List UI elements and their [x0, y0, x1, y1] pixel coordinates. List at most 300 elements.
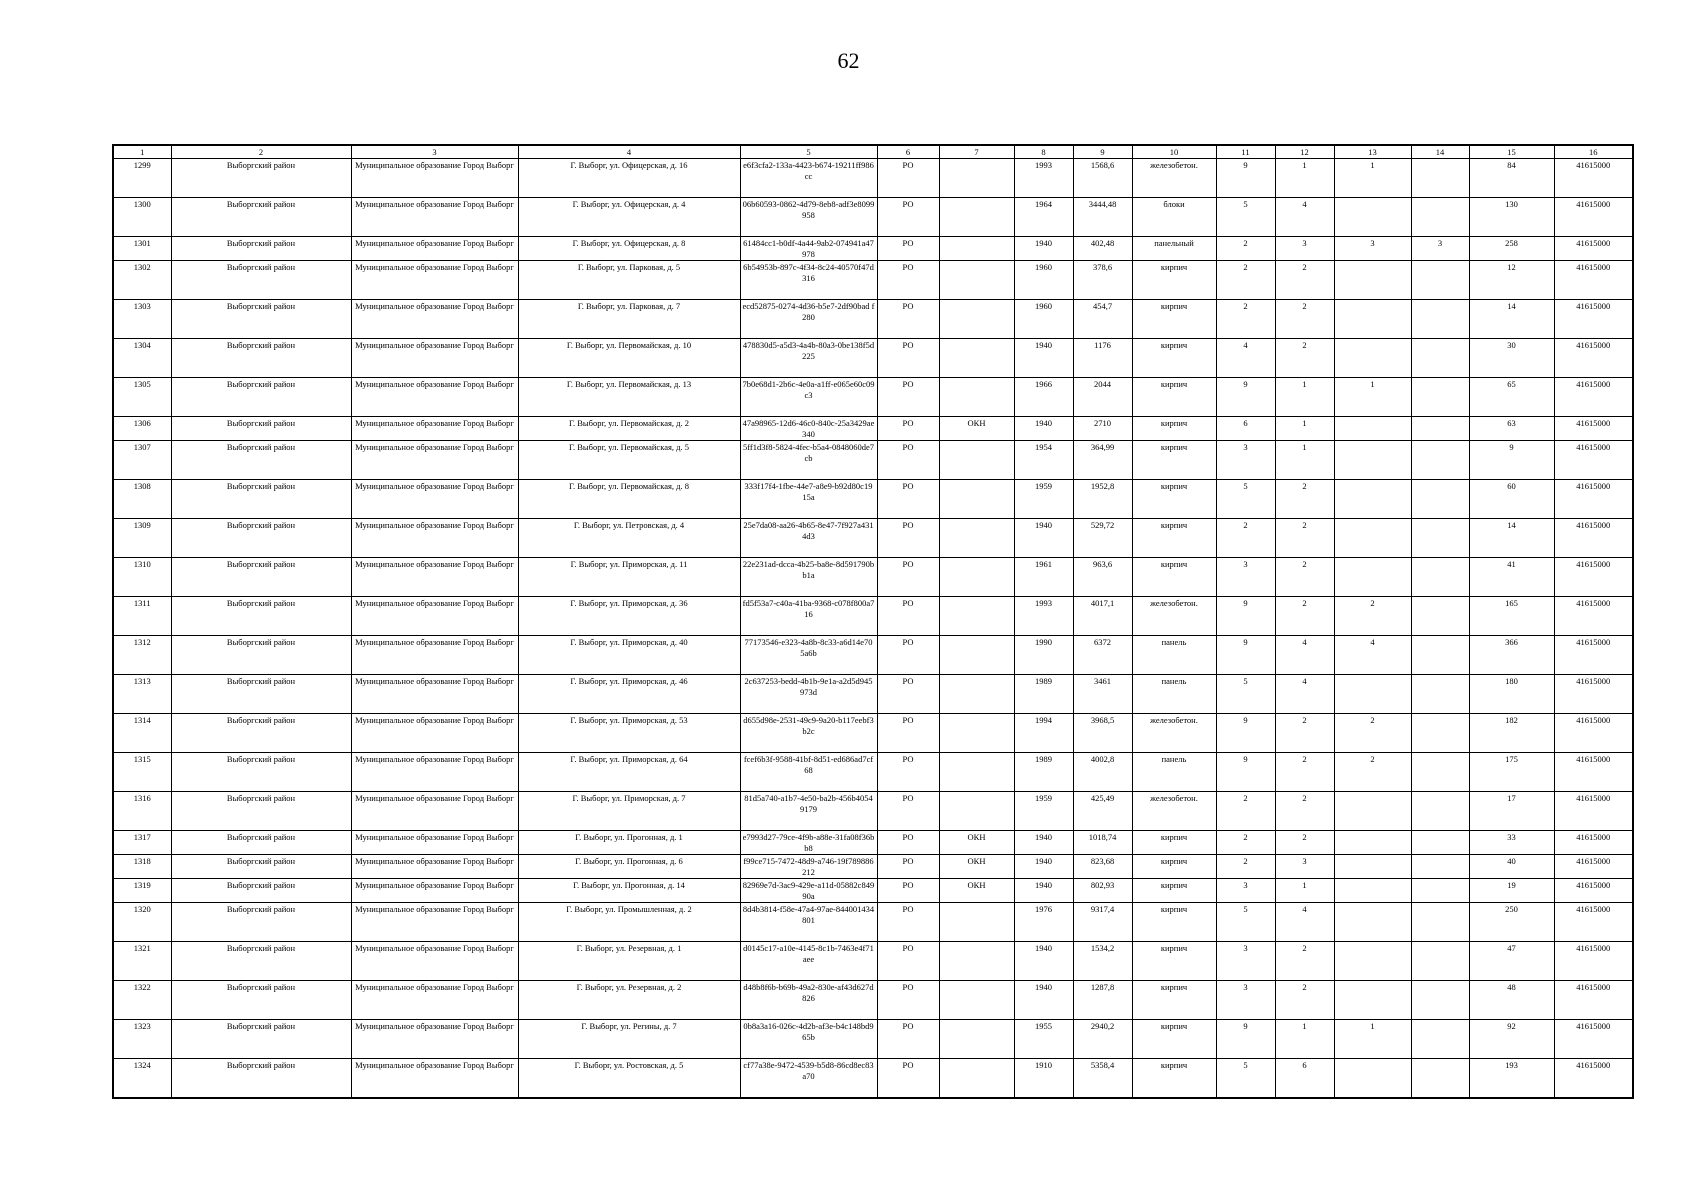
address-cell: Г. Выборг, ул. Офицерская, д. 8	[518, 237, 740, 261]
record-number-cell: 1318	[113, 855, 171, 879]
residents-cell: 63	[1469, 417, 1554, 441]
column-number-header: 3	[351, 145, 518, 159]
heritage-mark-cell	[939, 1020, 1014, 1059]
table-row	[113, 636, 1633, 675]
wall-material-cell: панельный	[1132, 237, 1216, 261]
column-14-cell	[1411, 1020, 1469, 1059]
column-14-cell	[1411, 441, 1469, 480]
area-cell: 1534,2	[1073, 942, 1132, 981]
column-number-row	[113, 145, 1633, 159]
floors-cell: 5	[1216, 480, 1275, 519]
address-cell: Г. Выборг, ул. Ростовская, д. 5	[518, 1059, 740, 1098]
municipality-cell: Муниципальное образование Город Выборг	[351, 1020, 518, 1059]
year-built-cell: 1976	[1014, 903, 1073, 942]
column-number-header: 15	[1469, 145, 1554, 159]
oktmo-cell: 41615000	[1554, 879, 1633, 903]
table-row	[113, 159, 1633, 198]
status-cell: РО	[877, 519, 939, 558]
wall-material-cell: кирпич	[1132, 855, 1216, 879]
heritage-mark-cell	[939, 942, 1014, 981]
column-14-cell	[1411, 339, 1469, 378]
residents-cell: 65	[1469, 378, 1554, 417]
column-number-header: 6	[877, 145, 939, 159]
column-14-cell	[1411, 879, 1469, 903]
district-cell: Выборгский район	[171, 198, 351, 237]
house-id-cell: 47a98965-12d6-46c0-840c-25a3429ae340	[740, 417, 877, 441]
address-cell: Г. Выборг, ул. Приморская, д. 40	[518, 636, 740, 675]
year-built-cell: 1959	[1014, 792, 1073, 831]
housing-register-table	[112, 144, 1634, 1099]
house-id-cell: 7b0e68d1-2b6c-4e0a-a1ff-e065e60c09c3	[740, 378, 877, 417]
record-number-cell: 1305	[113, 378, 171, 417]
municipality-cell: Муниципальное образование Город Выборг	[351, 441, 518, 480]
house-id-cell: 61484cc1-b0df-4a44-9ab2-074941a47978	[740, 237, 877, 261]
oktmo-cell: 41615000	[1554, 831, 1633, 855]
address-cell: Г. Выборг, ул. Петровская, д. 4	[518, 519, 740, 558]
address-cell: Г. Выборг, ул. Промышленная, д. 2	[518, 903, 740, 942]
column-number-header: 16	[1554, 145, 1633, 159]
record-number-cell: 1324	[113, 1059, 171, 1098]
record-number-cell: 1303	[113, 300, 171, 339]
column-number-header: 11	[1216, 145, 1275, 159]
table-row	[113, 714, 1633, 753]
entrances-cell: 4	[1275, 675, 1334, 714]
column-14-cell	[1411, 903, 1469, 942]
table-row	[113, 903, 1633, 942]
status-cell: РО	[877, 1020, 939, 1059]
municipality-cell: Муниципальное образование Город Выборг	[351, 159, 518, 198]
entrances-cell: 4	[1275, 636, 1334, 675]
heritage-mark-cell	[939, 636, 1014, 675]
oktmo-cell: 41615000	[1554, 942, 1633, 981]
heritage-mark-cell	[939, 792, 1014, 831]
elevators-cell: 2	[1334, 714, 1411, 753]
residents-cell: 366	[1469, 636, 1554, 675]
record-number-cell: 1307	[113, 441, 171, 480]
record-number-cell: 1302	[113, 261, 171, 300]
floors-cell: 5	[1216, 198, 1275, 237]
status-cell: РО	[877, 942, 939, 981]
residents-cell: 14	[1469, 300, 1554, 339]
column-14-cell	[1411, 714, 1469, 753]
area-cell: 1287,8	[1073, 981, 1132, 1020]
year-built-cell: 1993	[1014, 159, 1073, 198]
wall-material-cell: кирпич	[1132, 300, 1216, 339]
year-built-cell: 1990	[1014, 636, 1073, 675]
municipality-cell: Муниципальное образование Город Выборг	[351, 675, 518, 714]
wall-material-cell: кирпич	[1132, 480, 1216, 519]
district-cell: Выборгский район	[171, 1059, 351, 1098]
wall-material-cell: кирпич	[1132, 903, 1216, 942]
area-cell: 454,7	[1073, 300, 1132, 339]
address-cell: Г. Выборг, ул. Первомайская, д. 13	[518, 378, 740, 417]
residents-cell: 19	[1469, 879, 1554, 903]
house-id-cell: d48b8f6b-b69b-49a2-830e-af43d627d826	[740, 981, 877, 1020]
entrances-cell: 1	[1275, 417, 1334, 441]
year-built-cell: 1960	[1014, 261, 1073, 300]
address-cell: Г. Выборг, ул. Резервная, д. 2	[518, 981, 740, 1020]
elevators-cell: 1	[1334, 159, 1411, 198]
elevators-cell: 2	[1334, 597, 1411, 636]
area-cell: 2044	[1073, 378, 1132, 417]
floors-cell: 3	[1216, 981, 1275, 1020]
record-number-cell: 1300	[113, 198, 171, 237]
column-14-cell	[1411, 831, 1469, 855]
heritage-mark-cell: ОКН	[939, 879, 1014, 903]
district-cell: Выборгский район	[171, 942, 351, 981]
municipality-cell: Муниципальное образование Город Выборг	[351, 597, 518, 636]
entrances-cell: 2	[1275, 597, 1334, 636]
wall-material-cell: кирпич	[1132, 1059, 1216, 1098]
heritage-mark-cell: ОКН	[939, 417, 1014, 441]
elevators-cell	[1334, 441, 1411, 480]
municipality-cell: Муниципальное образование Город Выборг	[351, 792, 518, 831]
wall-material-cell: кирпич	[1132, 441, 1216, 480]
table-row	[113, 855, 1633, 879]
status-cell: РО	[877, 903, 939, 942]
status-cell: РО	[877, 675, 939, 714]
oktmo-cell: 41615000	[1554, 558, 1633, 597]
area-cell: 3461	[1073, 675, 1132, 714]
municipality-cell: Муниципальное образование Город Выборг	[351, 636, 518, 675]
wall-material-cell: кирпич	[1132, 879, 1216, 903]
residents-cell: 258	[1469, 237, 1554, 261]
column-14-cell: 3	[1411, 237, 1469, 261]
district-cell: Выборгский район	[171, 675, 351, 714]
residents-cell: 48	[1469, 981, 1554, 1020]
elevators-cell	[1334, 879, 1411, 903]
column-14-cell	[1411, 792, 1469, 831]
house-id-cell: ecd52875-0274-4d36-b5e7-2df90bad f280	[740, 300, 877, 339]
table-row	[113, 261, 1633, 300]
area-cell: 364,99	[1073, 441, 1132, 480]
oktmo-cell: 41615000	[1554, 1020, 1633, 1059]
entrances-cell: 2	[1275, 831, 1334, 855]
district-cell: Выборгский район	[171, 903, 351, 942]
district-cell: Выборгский район	[171, 714, 351, 753]
status-cell: РО	[877, 441, 939, 480]
entrances-cell: 2	[1275, 792, 1334, 831]
heritage-mark-cell	[939, 378, 1014, 417]
house-id-cell: 2c637253-bedd-4b1b-9e1a-a2d5d945973d	[740, 675, 877, 714]
district-cell: Выборгский район	[171, 753, 351, 792]
page-number: 62	[837, 48, 860, 73]
address-cell: Г. Выборг, ул. Прогонная, д. 14	[518, 879, 740, 903]
floors-cell: 2	[1216, 831, 1275, 855]
record-number-cell: 1308	[113, 480, 171, 519]
house-id-cell: d0145c17-a10e-4145-8c1b-7463e4f71aee	[740, 942, 877, 981]
oktmo-cell: 41615000	[1554, 441, 1633, 480]
address-cell: Г. Выборг, ул. Регины, д. 7	[518, 1020, 740, 1059]
column-14-cell	[1411, 159, 1469, 198]
elevators-cell	[1334, 903, 1411, 942]
column-number-header: 5	[740, 145, 877, 159]
district-cell: Выборгский район	[171, 981, 351, 1020]
municipality-cell: Муниципальное образование Город Выборг	[351, 237, 518, 261]
column-14-cell	[1411, 942, 1469, 981]
status-cell: РО	[877, 753, 939, 792]
area-cell: 3968,5	[1073, 714, 1132, 753]
residents-cell: 30	[1469, 339, 1554, 378]
residents-cell: 250	[1469, 903, 1554, 942]
elevators-cell	[1334, 519, 1411, 558]
year-built-cell: 1940	[1014, 237, 1073, 261]
heritage-mark-cell	[939, 300, 1014, 339]
address-cell: Г. Выборг, ул. Приморская, д. 53	[518, 714, 740, 753]
heritage-mark-cell	[939, 339, 1014, 378]
house-id-cell: 77173546-e323-4a8b-8c33-a6d14e705a6b	[740, 636, 877, 675]
floors-cell: 2	[1216, 237, 1275, 261]
column-14-cell	[1411, 519, 1469, 558]
oktmo-cell: 41615000	[1554, 981, 1633, 1020]
entrances-cell: 1	[1275, 159, 1334, 198]
wall-material-cell: кирпич	[1132, 519, 1216, 558]
status-cell: РО	[877, 378, 939, 417]
house-id-cell: 333f17f4-1fbe-44e7-a8e9-b92d80c1915a	[740, 480, 877, 519]
status-cell: РО	[877, 237, 939, 261]
municipality-cell: Муниципальное образование Город Выборг	[351, 879, 518, 903]
heritage-mark-cell	[939, 441, 1014, 480]
status-cell: РО	[877, 198, 939, 237]
table-row	[113, 441, 1633, 480]
elevators-cell: 1	[1334, 1020, 1411, 1059]
column-14-cell	[1411, 198, 1469, 237]
entrances-cell: 1	[1275, 378, 1334, 417]
table-row	[113, 753, 1633, 792]
wall-material-cell: кирпич	[1132, 942, 1216, 981]
heritage-mark-cell: ОКН	[939, 855, 1014, 879]
year-built-cell: 1994	[1014, 714, 1073, 753]
address-cell: Г. Выборг, ул. Офицерская, д. 4	[518, 198, 740, 237]
column-number-header: 1	[113, 145, 171, 159]
status-cell: РО	[877, 480, 939, 519]
column-14-cell	[1411, 378, 1469, 417]
entrances-cell: 2	[1275, 753, 1334, 792]
floors-cell: 9	[1216, 714, 1275, 753]
area-cell: 1568,6	[1073, 159, 1132, 198]
elevators-cell	[1334, 480, 1411, 519]
table-row	[113, 300, 1633, 339]
wall-material-cell: блоки	[1132, 198, 1216, 237]
district-cell: Выборгский район	[171, 480, 351, 519]
column-14-cell	[1411, 558, 1469, 597]
house-id-cell: f99ce715-7472-48d9-a746-19f789886212	[740, 855, 877, 879]
record-number-cell: 1321	[113, 942, 171, 981]
year-built-cell: 1940	[1014, 981, 1073, 1020]
house-id-cell: 6b54953b-897c-4f34-8c24-40570f47d316	[740, 261, 877, 300]
record-number-cell: 1301	[113, 237, 171, 261]
heritage-mark-cell	[939, 519, 1014, 558]
record-number-cell: 1322	[113, 981, 171, 1020]
area-cell: 402,48	[1073, 237, 1132, 261]
elevators-cell	[1334, 198, 1411, 237]
municipality-cell: Муниципальное образование Город Выборг	[351, 903, 518, 942]
oktmo-cell: 41615000	[1554, 261, 1633, 300]
year-built-cell: 1940	[1014, 942, 1073, 981]
elevators-cell	[1334, 558, 1411, 597]
floors-cell: 9	[1216, 597, 1275, 636]
oktmo-cell: 41615000	[1554, 753, 1633, 792]
wall-material-cell: кирпич	[1132, 378, 1216, 417]
address-cell: Г. Выборг, ул. Прогонная, д. 1	[518, 831, 740, 855]
oktmo-cell: 41615000	[1554, 903, 1633, 942]
address-cell: Г. Выборг, ул. Приморская, д. 7	[518, 792, 740, 831]
floors-cell: 3	[1216, 558, 1275, 597]
municipality-cell: Муниципальное образование Город Выборг	[351, 558, 518, 597]
address-cell: Г. Выборг, ул. Первомайская, д. 8	[518, 480, 740, 519]
district-cell: Выборгский район	[171, 792, 351, 831]
table-row	[113, 339, 1633, 378]
year-built-cell: 1940	[1014, 879, 1073, 903]
area-cell: 425,49	[1073, 792, 1132, 831]
municipality-cell: Муниципальное образование Город Выборг	[351, 831, 518, 855]
column-14-cell	[1411, 300, 1469, 339]
column-14-cell	[1411, 753, 1469, 792]
house-id-cell: 25e7da08-aa26-4b65-8e47-7f927a4314d3	[740, 519, 877, 558]
wall-material-cell: железобетон.	[1132, 597, 1216, 636]
oktmo-cell: 41615000	[1554, 792, 1633, 831]
column-number-header: 14	[1411, 145, 1469, 159]
district-cell: Выборгский район	[171, 636, 351, 675]
district-cell: Выборгский район	[171, 831, 351, 855]
record-number-cell: 1319	[113, 879, 171, 903]
elevators-cell	[1334, 1059, 1411, 1098]
year-built-cell: 1989	[1014, 675, 1073, 714]
address-cell: Г. Выборг, ул. Приморская, д. 36	[518, 597, 740, 636]
wall-material-cell: кирпич	[1132, 558, 1216, 597]
heritage-mark-cell	[939, 597, 1014, 636]
address-cell: Г. Выборг, ул. Парковая, д. 5	[518, 261, 740, 300]
column-14-cell	[1411, 417, 1469, 441]
elevators-cell	[1334, 981, 1411, 1020]
address-cell: Г. Выборг, ул. Офицерская, д. 16	[518, 159, 740, 198]
floors-cell: 9	[1216, 753, 1275, 792]
status-cell: РО	[877, 261, 939, 300]
oktmo-cell: 41615000	[1554, 378, 1633, 417]
year-built-cell: 1940	[1014, 339, 1073, 378]
district-cell: Выборгский район	[171, 855, 351, 879]
column-14-cell	[1411, 1059, 1469, 1098]
elevators-cell: 4	[1334, 636, 1411, 675]
oktmo-cell: 41615000	[1554, 480, 1633, 519]
address-cell: Г. Выборг, ул. Прогонная, д. 6	[518, 855, 740, 879]
heritage-mark-cell	[939, 1059, 1014, 1098]
column-14-cell	[1411, 636, 1469, 675]
oktmo-cell: 41615000	[1554, 1059, 1633, 1098]
status-cell: РО	[877, 855, 939, 879]
status-cell: РО	[877, 558, 939, 597]
elevators-cell	[1334, 792, 1411, 831]
district-cell: Выборгский район	[171, 378, 351, 417]
table-row	[113, 981, 1633, 1020]
district-cell: Выборгский район	[171, 300, 351, 339]
heritage-mark-cell	[939, 159, 1014, 198]
residents-cell: 33	[1469, 831, 1554, 855]
wall-material-cell: панель	[1132, 753, 1216, 792]
table-row	[113, 198, 1633, 237]
elevators-cell: 3	[1334, 237, 1411, 261]
column-number-header: 2	[171, 145, 351, 159]
wall-material-cell: панель	[1132, 636, 1216, 675]
residents-cell: 17	[1469, 792, 1554, 831]
municipality-cell: Муниципальное образование Город Выборг	[351, 855, 518, 879]
table-row	[113, 378, 1633, 417]
entrances-cell: 1	[1275, 879, 1334, 903]
residents-cell: 14	[1469, 519, 1554, 558]
residents-cell: 165	[1469, 597, 1554, 636]
table-row	[113, 558, 1633, 597]
year-built-cell: 1960	[1014, 300, 1073, 339]
municipality-cell: Муниципальное образование Город Выборг	[351, 417, 518, 441]
heritage-mark-cell	[939, 714, 1014, 753]
house-id-cell: 0b8a3a16-026c-4d2b-af3e-b4c148bd965b	[740, 1020, 877, 1059]
elevators-cell	[1334, 339, 1411, 378]
table-row	[113, 237, 1633, 261]
elevators-cell	[1334, 417, 1411, 441]
year-built-cell: 1993	[1014, 597, 1073, 636]
floors-cell: 5	[1216, 903, 1275, 942]
floors-cell: 3	[1216, 441, 1275, 480]
oktmo-cell: 41615000	[1554, 339, 1633, 378]
status-cell: РО	[877, 981, 939, 1020]
floors-cell: 5	[1216, 1059, 1275, 1098]
house-id-cell: e7993d27-79ce-4f9b-a88e-31fa08f36bb8	[740, 831, 877, 855]
year-built-cell: 1964	[1014, 198, 1073, 237]
address-cell: Г. Выборг, ул. Первомайская, д. 5	[518, 441, 740, 480]
floors-cell: 9	[1216, 378, 1275, 417]
oktmo-cell: 41615000	[1554, 300, 1633, 339]
municipality-cell: Муниципальное образование Город Выборг	[351, 981, 518, 1020]
oktmo-cell: 41615000	[1554, 159, 1633, 198]
entrances-cell: 2	[1275, 519, 1334, 558]
municipality-cell: Муниципальное образование Город Выборг	[351, 519, 518, 558]
column-number-header: 4	[518, 145, 740, 159]
residents-cell: 60	[1469, 480, 1554, 519]
address-cell: Г. Выборг, ул. Первомайская, д. 10	[518, 339, 740, 378]
house-id-cell: 8d4b3814-f58e-47a4-97ae-844001434801	[740, 903, 877, 942]
area-cell: 1952,8	[1073, 480, 1132, 519]
oktmo-cell: 41615000	[1554, 597, 1633, 636]
elevators-cell	[1334, 261, 1411, 300]
oktmo-cell: 41615000	[1554, 855, 1633, 879]
record-number-cell: 1312	[113, 636, 171, 675]
area-cell: 802,93	[1073, 879, 1132, 903]
area-cell: 2710	[1073, 417, 1132, 441]
area-cell: 6372	[1073, 636, 1132, 675]
record-number-cell: 1310	[113, 558, 171, 597]
heritage-mark-cell	[939, 903, 1014, 942]
floors-cell: 6	[1216, 417, 1275, 441]
column-number-header: 7	[939, 145, 1014, 159]
floors-cell: 3	[1216, 879, 1275, 903]
municipality-cell: Муниципальное образование Город Выборг	[351, 261, 518, 300]
table-row	[113, 480, 1633, 519]
record-number-cell: 1299	[113, 159, 171, 198]
municipality-cell: Муниципальное образование Город Выборг	[351, 480, 518, 519]
record-number-cell: 1306	[113, 417, 171, 441]
year-built-cell: 1954	[1014, 441, 1073, 480]
area-cell: 823,68	[1073, 855, 1132, 879]
district-cell: Выборгский район	[171, 597, 351, 636]
year-built-cell: 1940	[1014, 417, 1073, 441]
year-built-cell: 1940	[1014, 831, 1073, 855]
area-cell: 2940,2	[1073, 1020, 1132, 1059]
entrances-cell: 6	[1275, 1059, 1334, 1098]
entrances-cell: 1	[1275, 441, 1334, 480]
wall-material-cell: кирпич	[1132, 1020, 1216, 1059]
floors-cell: 9	[1216, 636, 1275, 675]
column-number-header: 12	[1275, 145, 1334, 159]
